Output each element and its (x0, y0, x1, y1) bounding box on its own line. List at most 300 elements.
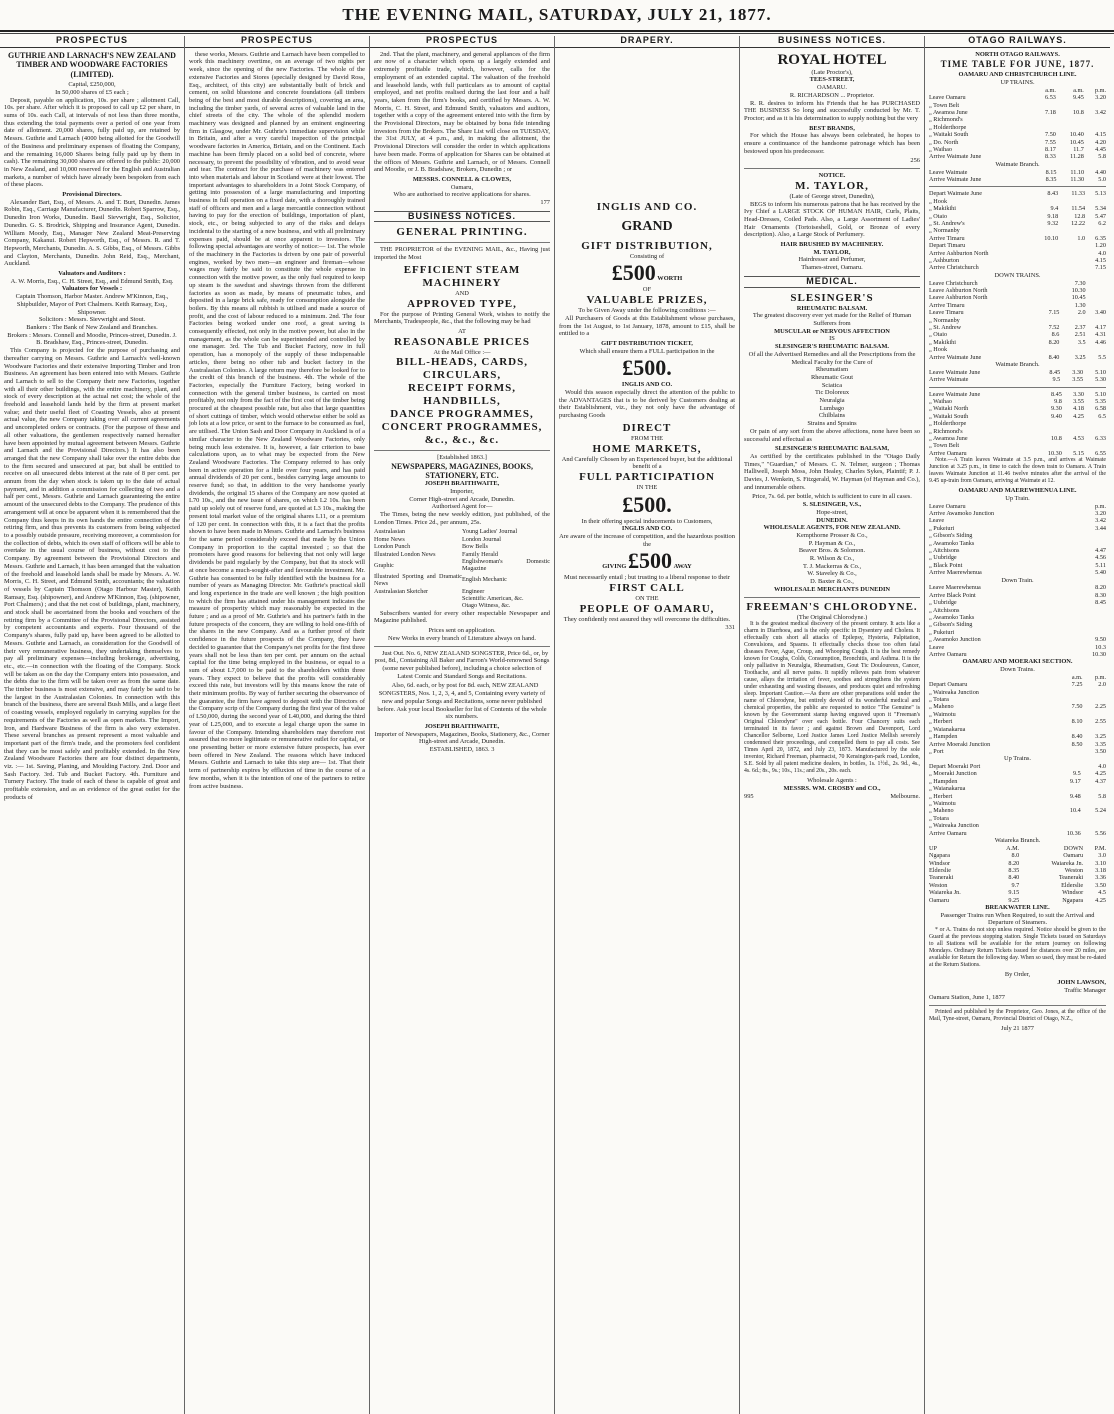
print-item: DANCE PROGRAMMES, (390, 408, 534, 421)
table-row (929, 339, 1106, 346)
agent: P. Hayman & Co., (808, 539, 856, 547)
table-cell: 9.4 (1050, 205, 1059, 213)
table-cell: Graphic (374, 561, 394, 569)
table-cell (1086, 280, 1106, 287)
table-cell (1081, 785, 1106, 792)
table-cell: „ Makikihi (929, 338, 956, 346)
table-row (929, 569, 1106, 576)
table-cell: 3.42 (1095, 517, 1106, 525)
table-cell: UP (929, 844, 937, 852)
table-cell: 9.32 (1047, 220, 1059, 228)
table-cell: 2.51 (1074, 331, 1086, 339)
table-cell: 8.6 (1051, 331, 1060, 339)
table-cell: „ Waitaki North (929, 405, 969, 413)
times-notice: The Times, being the new weekly edition, just published, of the London Times. Price 2d., per annum, 25s. (374, 510, 550, 526)
papers-table (374, 528, 550, 609)
table-cell: 2.55 (1095, 718, 1106, 726)
table-row (929, 651, 1106, 658)
amount: £500 (611, 260, 656, 286)
table-cell: Leave Waimate June (929, 390, 981, 398)
agent: T. J. Mackerras & Co., (802, 562, 862, 570)
table-cell: „ Waianakarua (929, 785, 966, 793)
table-cell (1039, 280, 1059, 287)
table-cell: 8.45 (1049, 368, 1061, 376)
table-cell: 11.30 (1070, 175, 1085, 183)
table-cell: 9.30 (1051, 405, 1062, 413)
table-cell: „ Waireaka Junction (929, 688, 979, 696)
firm-name: INGLIS AND CO. (596, 200, 698, 213)
timetable (929, 369, 1106, 384)
table-row (929, 793, 1106, 800)
table-row (929, 250, 1106, 257)
table-cell: 2.37 (1074, 324, 1086, 331)
table-cell: 4.47 (1095, 547, 1106, 555)
table-cell: 11.10 (1070, 168, 1085, 176)
table-cell: 3.20 (1095, 94, 1106, 102)
table-cell: Oamaru (1063, 852, 1084, 860)
table-row (929, 636, 1106, 643)
table-cell: 7.15 (1048, 309, 1060, 317)
table-cell (1084, 442, 1106, 449)
table-cell (1058, 227, 1085, 234)
table-cell: 5.35 (1095, 397, 1106, 405)
table-cell: 4.37 (1095, 777, 1106, 785)
table-cell (1083, 711, 1107, 718)
divider (374, 242, 550, 243)
table-row (374, 543, 550, 550)
table-cell: 3.5 (1077, 338, 1086, 346)
table-cell: 10.45 (1069, 138, 1084, 146)
table-cell: Arrive Awamoko Junction (929, 510, 995, 518)
table-cell (1068, 621, 1106, 628)
table-cell: „ Awamoko Junction (929, 636, 981, 644)
table-cell: 3.55 (1072, 376, 1084, 384)
ailment: Rheumatic Gout (810, 373, 854, 381)
table-cell (1084, 428, 1106, 435)
balsam-heading-3: SLESINGER'S RHEUMATIC BALSAM, (774, 445, 890, 453)
table-cell: 10.30 (1092, 651, 1106, 659)
prospectus-body: 2nd. That the plant, machinery, and general appliances of the firm are now of a character which opens up a largely extended and extremely profitable trade, which, however, calls for the employment of an extended capital. The valuation of the freehold and leasehold lands, with full particulars as to amount of capital employed, and net profits realised during the last four and a half years, taken from the firm's books, and certified by Messrs. A. W. Morris, C. H. Street, and Edmund Smith, valuators and auditors, together with a copy of the agreement entered into with the firm by the Provisional Directors, may be obtained by bona fide intending investors from the Brokers. The Share List will close on TUESDAY, the 31st JULY, at 4 p.m., and, in making the allotment, the Provisional Directors will consider the order in which applications have been made. Forms of application for Shares can be obtained at the offices of Messrs. Guthrie and Larnach, or of Messrs. Connell and Moodie, or J. B. Bradshaw, Brokers, Dunedin ; or (374, 50, 550, 174)
is-line: IS (829, 335, 835, 343)
hairdresser: Hairdresser and Perfumer, (798, 256, 866, 264)
table-row (929, 220, 1106, 227)
table-cell (1039, 317, 1059, 324)
table-cell: „ Gibson's Siding (929, 532, 973, 540)
best-brands: BEST BRANDS, (809, 124, 855, 132)
wholesale-merchants: WHOLESALE MERCHANTS DUNEDIN (773, 585, 891, 593)
hotel-street: TEES-STREET, (809, 76, 855, 84)
brokers: Brokers : Messrs. Connell and Moodie, Princes-street, Dunedin. J. B. Bradshaw, Esq., Princes-street, Dunedin. (7, 331, 177, 347)
branch-heading: Waimate Branch. (995, 361, 1040, 369)
reasonable-prices: REASONABLE PRICES (394, 335, 530, 348)
table-cell: „ Otaio (929, 212, 948, 220)
bankers: Bankers : The Bank of New Zealand and Branches. (26, 324, 158, 331)
table-cell (1086, 294, 1106, 301)
table-row (929, 554, 1106, 561)
table-row (929, 770, 1106, 777)
mail-office: At the Mail Office :— (433, 348, 491, 356)
table-row (929, 294, 1106, 301)
wholesale-agents: WHOLESALE AGENTS, FOR NEW ZEALAND. (763, 524, 901, 532)
price-text: Price, 7s. 6d. per bottle, which is sufficient to cure in all cases. (752, 493, 912, 501)
table-cell: „ Black Point (929, 561, 963, 569)
ailment: Neuralgia (819, 397, 845, 405)
table-cell: Arrive Oamaru (929, 651, 967, 659)
table-cell (1058, 198, 1085, 205)
table-row (929, 94, 1106, 101)
crosby: MESSRS. WM. CROSBY and CO., (783, 785, 881, 792)
table-cell: 3.50 (1095, 747, 1106, 755)
traffic-manager: Traffic Manager (1064, 986, 1106, 994)
table-row (929, 176, 1106, 183)
table-row (929, 442, 1106, 449)
table-cell: 2.25 (1095, 703, 1106, 711)
table-cell: „ Totara (929, 696, 949, 704)
divider (744, 597, 920, 598)
balsam-heading: RHEUMATIC BALSAM. (796, 304, 868, 312)
table-cell: Leave Christchurch (929, 279, 978, 287)
hotel-late: (Late Proctor's), (811, 68, 853, 76)
table-cell: 1.20 (1095, 242, 1106, 250)
table-cell: 9.5 (1073, 770, 1081, 778)
table-cell: 3.10 (1095, 859, 1106, 867)
breakwater-text: Passenger Trains run When Required, to suit the Arrival and Departure of Steamers. (940, 911, 1095, 927)
solicitors: Solicitors : Messrs. Sievwright and Stout. (38, 316, 146, 324)
table-cell: 10.10 (1044, 234, 1059, 242)
table-cell: a.m. (1045, 86, 1056, 94)
table-row (374, 528, 550, 535)
table-row (929, 87, 1106, 94)
table-row (929, 592, 1106, 599)
amount-3: £500. (622, 491, 672, 517)
table-cell (1031, 227, 1058, 234)
table-cell (1056, 102, 1084, 109)
table-cell: 10.3 (1095, 643, 1106, 651)
table-cell: 5.11 (1095, 561, 1106, 569)
table-row (374, 602, 550, 609)
table-row (929, 428, 1106, 435)
table-row (929, 815, 1106, 822)
established-2 (374, 746, 550, 754)
table-row (929, 607, 1106, 614)
crosby-footer (744, 793, 920, 801)
table-cell: 8.30 (1095, 591, 1106, 599)
confident-text: They confidently rest assured they will overcome the difficulties. (563, 615, 731, 623)
muscular: MUSCULAR or NERVOUS AFFECTION (774, 327, 890, 335)
issue-date: July 21 1877 (1000, 1024, 1035, 1032)
table-cell: 7.15 (1095, 264, 1106, 272)
ailment: Chilblains (818, 412, 846, 420)
table-row (929, 584, 1106, 591)
table-cell: „ Waimotu (929, 710, 956, 718)
amount-2: £500. (622, 355, 672, 381)
people-of-oamaru: PEOPLE OF OAMARU, (579, 602, 715, 615)
table-cell: Young Ladies' Journal (462, 528, 518, 536)
table-cell (1086, 287, 1106, 294)
table-cell: 4.25 (1095, 896, 1106, 904)
table-row (929, 116, 1106, 123)
table-cell: 7.50 (1045, 131, 1056, 139)
table-cell: Waiareka Jn. (929, 889, 961, 897)
table-cell: 8.15 (1045, 168, 1057, 176)
carefully-text: And Carefully Chosen by an Experienced buyer, but the additional benefit of a (561, 455, 733, 471)
braithwaite-title: Importer, (450, 487, 474, 495)
by-order: By Order, (1004, 971, 1031, 979)
table-row (929, 317, 1106, 324)
table-cell: „ Port (929, 747, 944, 755)
table-cell: „ Gibson's Siding (929, 621, 973, 629)
table-cell (1083, 696, 1107, 703)
table-cell (929, 87, 1034, 94)
table-cell: „ Otaio (929, 331, 948, 339)
table-row (929, 369, 1106, 376)
taylor-name: M. TAYLOR, (795, 179, 869, 192)
agents-list (744, 532, 920, 586)
table-cell: Australasian Sketcher (374, 587, 429, 595)
timetable (929, 674, 1106, 755)
up-trains: UP TRAINS. (1000, 79, 1035, 87)
balsam-text-2: Of all the Advertised Remedies and all the Prescriptions from the Medical Faculty for the Cure of (748, 350, 916, 366)
table-row (929, 711, 1106, 718)
from-the: FROM THE (630, 434, 664, 442)
table-row (929, 852, 1106, 859)
table-row (929, 800, 1106, 807)
table-cell: p.m. (1094, 673, 1106, 681)
table-row (929, 718, 1106, 725)
table-cell (1034, 124, 1056, 131)
table-cell: „ Maheno (929, 807, 954, 815)
table-cell: 3.25 (1095, 733, 1106, 741)
table-cell: „ Pukeiuri (929, 628, 955, 636)
hotel-town: OAMARU. (816, 84, 847, 92)
ailment: Strains and Sprains (807, 420, 857, 428)
new-works: New Works in every branch of Literature always on hand. (387, 634, 537, 642)
table-cell: 10.8 (1051, 434, 1062, 442)
table-cell: 4.40 (1095, 168, 1106, 176)
table-cell: Leave Ashburton North (929, 286, 988, 294)
masthead-rule (0, 33, 1114, 34)
table-row (929, 741, 1106, 748)
table-cell: 5.8 (1098, 792, 1106, 800)
line-heading: OAMARU AND CHRISTCHURCH LINE. (958, 71, 1077, 79)
table-cell (1086, 346, 1106, 353)
table-cell: Oamaru (929, 896, 949, 904)
table-cell: London Journal (462, 535, 502, 543)
songsters-also: Also, 6d. each, or by post for 8d. each, NEW ZEALAND SONGSTERS, Nos. 1, 2, 3, 4, and 5, Containing every variety of new and popular Songs and Recitations, some never published before. Ask your local Bookseller for list of Contents of the whole six numbers. (377, 682, 547, 721)
table-cell: „ Hampden (929, 777, 958, 785)
table-cell: „ Hook (929, 197, 948, 205)
masthead: THE EVENING MAIL, SATURDAY, JULY 21, 1877. (0, 0, 1114, 32)
table-cell: 7.18 (1045, 109, 1056, 117)
railway-notes: * or A. Trains do not stop unless required. Notice should be given to the Guard at the previous stopping station. Single Tickets issued on Saturdays to all Stations will be available for the return journey on following Mondays. Ordinary Return Tickets issued for distances over 20 miles, are available for Return the following day. When so used, they must be re-dated at the Return Stations. (929, 927, 1106, 969)
table-cell (374, 595, 462, 602)
table-cell: 4.46 (1095, 338, 1106, 346)
printing-purpose: For the purpose of Printing General Work, wishes to notify the Merchants, Tradespeople, &c., that the following may be had (374, 310, 550, 326)
table-row (929, 287, 1106, 294)
table-cell: „ Aitchisons (929, 606, 960, 614)
table-cell (1059, 711, 1082, 718)
table-cell: Elderslie (1061, 881, 1084, 889)
home-markets: HOME MARKETS, (592, 442, 702, 455)
table-row (929, 346, 1106, 353)
table-cell: 8.0 (1011, 852, 1020, 860)
table-row (929, 213, 1106, 220)
table-cell: „ Herbert (929, 718, 953, 726)
table-cell: 9.5 (1052, 376, 1061, 384)
subscribers-wanted: Subscribers wanted for every other respectable Newspaper and Magazine published. (374, 609, 550, 625)
table-cell: Bow Bells (462, 543, 488, 551)
vessel-valuators-heading: Valuators for Vessels : (61, 285, 123, 293)
down-trains: Down Trains. (1000, 666, 1035, 674)
column-railways (925, 36, 1110, 1414)
general-printing-heading: GENERAL PRINTING. (396, 226, 528, 239)
table-cell: 8.40 (1048, 353, 1060, 361)
table-cell: 4.15 (1095, 257, 1106, 265)
table-cell: Leave Waimate June (929, 368, 981, 376)
table-row (929, 726, 1106, 733)
ticket: GIFT DISTRIBUTION TICKET, (601, 339, 693, 347)
table-cell: „ Totara (929, 814, 949, 822)
table-cell: „ Aitchisons (929, 547, 960, 555)
balsam-heading-2: SLESINGER'S RHEUMATIC BALSAM. (774, 343, 890, 351)
table-row (929, 198, 1106, 205)
table-row (374, 551, 550, 558)
table-cell: 3.35 (1095, 740, 1106, 748)
gift-distribution: GIFT DISTRIBUTION, (581, 239, 713, 252)
table-row (929, 696, 1106, 703)
table-cell: 7.50 (1071, 703, 1083, 711)
table-cell: 9.50 (1095, 636, 1106, 644)
ailment: Rheumatism (815, 366, 849, 374)
table-cell: London Punch (374, 543, 411, 551)
table-cell (1034, 116, 1056, 123)
table-cell: Ngapara (929, 852, 950, 860)
table-row (929, 889, 1106, 896)
table-row (929, 413, 1106, 420)
table-cell: Windsor (1062, 889, 1084, 897)
table-cell: „ Waihao (929, 397, 952, 405)
prices-on-application: Prices sent on application. (428, 627, 496, 635)
agent: W. Staveley & Co., (807, 570, 857, 578)
table-row (929, 562, 1106, 569)
melbourne: Melbourne. (890, 792, 920, 800)
column-heading: DRAPERY. (555, 36, 739, 48)
table-cell: 3.30 (1073, 390, 1084, 398)
column-heading: PROSPECTUS (0, 36, 184, 48)
table-cell: 8.17 (1045, 146, 1056, 154)
table-cell: a.m. (1073, 86, 1084, 94)
table-cell: Arrive Waimate (929, 376, 969, 384)
table-cell: „ Waitaki South (929, 131, 969, 139)
table-cell: 9.48 (1069, 792, 1081, 800)
station-date: Oamaru Station, June 1, 1877 (929, 994, 1005, 1002)
table-row (929, 354, 1106, 361)
table-row (929, 102, 1106, 109)
table-cell: 7.52 (1048, 324, 1060, 331)
table-cell: „ Normanby (929, 316, 960, 324)
hotel-name: ROYAL HOTEL (777, 51, 887, 68)
table-cell: „ Pukeiuri (929, 524, 955, 532)
table-row (929, 733, 1106, 740)
table-cell: 4.25 (1095, 770, 1106, 778)
table-cell: 10.8 (1073, 109, 1084, 117)
table-cell: 11.54 (1071, 205, 1086, 213)
table-row (929, 302, 1106, 309)
table-cell: 6.2 (1098, 220, 1106, 228)
table-row (374, 536, 550, 543)
agent: R. Wilson & Co., (809, 555, 855, 563)
table-cell (1080, 532, 1106, 539)
branch-heading: Waiareka Branch. (994, 837, 1041, 845)
table-cell (1068, 607, 1106, 614)
table-row (929, 763, 1106, 770)
table-cell: 3.20 (1095, 510, 1106, 518)
table-cell: „ Awamoko Tanks (929, 614, 975, 621)
table-cell: Arrive Oamaru (929, 829, 967, 837)
down-train: Down Train. (1001, 576, 1034, 584)
braithwaite-address: Corner High-street and Arcade, Dunedin. (409, 495, 515, 503)
table-cell: Scientific American, &c. (462, 594, 524, 602)
table-cell: Elderslie (929, 867, 951, 874)
table-cell: Arrive Ashburton North (929, 249, 989, 257)
firm-name-2: INGLIS AND CO. (621, 381, 673, 389)
table-cell: 8.20 (1008, 859, 1020, 867)
table-cell: 5.56 (1095, 829, 1106, 837)
up-train: Up Train. (1005, 494, 1030, 502)
table-cell: 8.50 (1071, 740, 1083, 748)
table-cell: „ Richmond's (929, 427, 963, 435)
table-cell: 10.30 (1047, 449, 1062, 457)
table-cell: „ Moeraki Junction (929, 770, 977, 778)
valuators: A. W. Morris, Esq., C. H. Street, Esq., and Edmund Smith, Esq. (10, 277, 174, 285)
certified-text: As certified by the certificates published in the "Otago Daily Times," "Guardian," of Messrs. C. N. Telmer, surgeon ; Thomas Halliwell, Joseph Moss, John Healey, Charles Sykes, Plaintif; P. J. Davies, J. Wenkein, S. Fitzgerald, W. Hayman (of Hayman and Co.), and innumerable others. (744, 452, 920, 491)
table-cell: 10.30 (1071, 286, 1086, 294)
table-cell: 8.33 (1045, 153, 1056, 161)
divider (929, 1005, 1106, 1006)
hope-street: Hope-street, (816, 508, 848, 516)
table-row (929, 644, 1106, 651)
table-cell: Arrive Waimate June (929, 353, 982, 361)
table-cell: 1.0 (1077, 234, 1086, 242)
table-cell: 5.13 (1095, 190, 1106, 198)
table-cell: Teaneraki (929, 874, 954, 882)
brands-text: For which the House has always been celebrated, he hopes to ensure a continuance of the handsome patronage which has been bestowed upon his predecessor. (744, 132, 920, 155)
train-note: Note.—A Train leaves Waimate at 3.5 p.m., and arrives at Waimate Junction at 3.25 p.m., in time to catch the down train to Oamaru. A Train leaves Waimate Junction at 11.46 twelve minutes after the arrival of the 9.45 up-train from Oamaru, arriving at Waimate at 12. (929, 457, 1106, 485)
print-item: HANDBILLS, (423, 395, 501, 408)
table-cell: Arrive Waimate June (929, 175, 982, 183)
table-cell: 3.36 (1095, 874, 1106, 882)
table-row (929, 146, 1106, 153)
table-cell: „ Awamoa June (929, 109, 968, 117)
table-row (929, 227, 1106, 234)
table-cell (1085, 198, 1106, 205)
table-cell: „ Holderthorpe (929, 123, 967, 131)
table-cell: 3.18 (1095, 867, 1106, 874)
table-cell (1059, 748, 1082, 755)
table-row (929, 450, 1106, 457)
worth-line (559, 260, 735, 286)
table-cell (1081, 800, 1106, 807)
table-cell: 10.36 (1066, 829, 1081, 837)
table-cell: „ Uubridge (929, 599, 957, 607)
agent-for: Authorised Agent for— (431, 503, 493, 511)
and-line: AND (455, 289, 469, 297)
table-cell (1084, 420, 1106, 427)
table-cell: Arrive Oamaru (929, 449, 967, 457)
table-cell (1059, 689, 1082, 696)
table-cell: Leave Waimate (929, 168, 968, 176)
table-row (374, 588, 550, 595)
